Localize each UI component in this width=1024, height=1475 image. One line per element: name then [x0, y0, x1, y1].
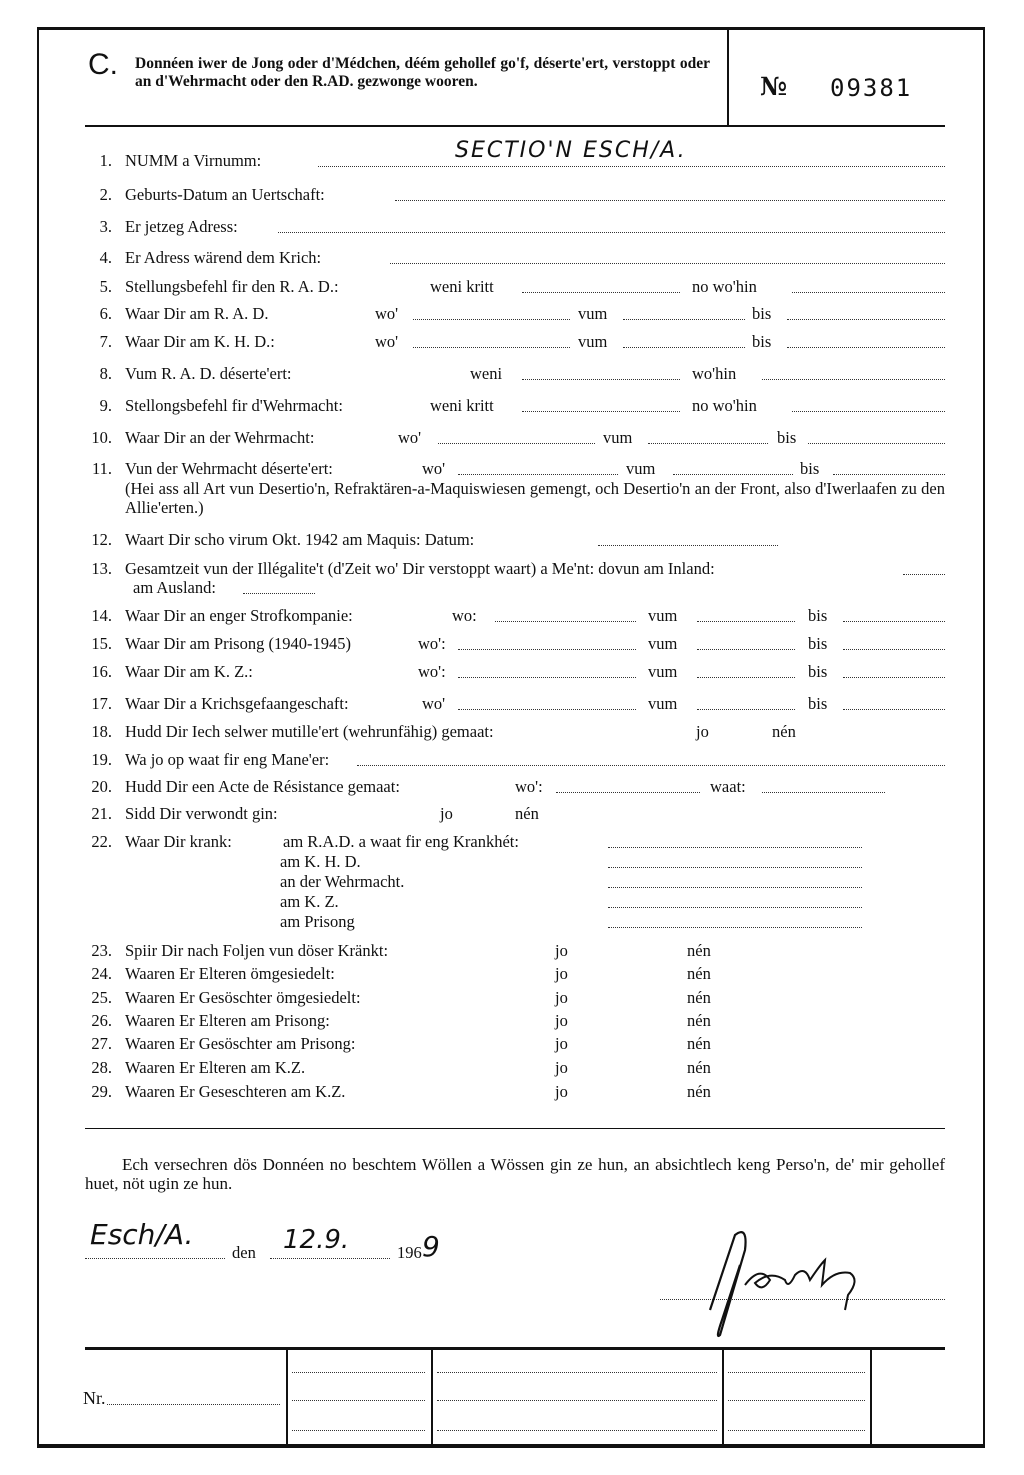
- item-number: 12.: [91, 530, 112, 549]
- item-input-field[interactable]: [522, 292, 680, 293]
- item-input-field[interactable]: [458, 474, 618, 475]
- item-field-label: jo: [555, 1082, 568, 1101]
- item-label: Er Adress wärend dem Krich:: [125, 248, 322, 267]
- declaration-text: Ech versechren dös Donnéen no beschtem Wöllen a Wössen gin ze hun, an absichtlech keng Perso'n, de' mir gehollef huet, nöt ugin ze hun.: [85, 1155, 945, 1193]
- item-field-label: vum: [648, 606, 678, 625]
- item-number: 25.: [91, 988, 112, 1007]
- handwritten-place: Esch/A.: [90, 1218, 194, 1251]
- item-field-label: am Ausland:: [133, 578, 216, 597]
- item-number: 13.: [91, 559, 112, 578]
- item-input-field[interactable]: [843, 709, 945, 710]
- item-field-label: wo': [422, 694, 446, 713]
- item-field-label: jo: [555, 1058, 568, 1077]
- item-field-label: bis: [777, 428, 797, 447]
- item-field-label: nén: [772, 722, 796, 741]
- item-input-field[interactable]: [623, 347, 745, 348]
- item-input-field[interactable]: [762, 792, 885, 793]
- item-field-label: nén: [687, 1034, 711, 1053]
- item-input-field[interactable]: [495, 621, 636, 622]
- table-col-divider: [286, 1349, 288, 1445]
- handwritten-name: SECTIO'N ESCH/A.: [455, 138, 687, 163]
- handwritten-date: 12.9.: [283, 1225, 350, 1255]
- item-label: Stellongsbefehl fir d'Wehrmacht:: [125, 396, 343, 415]
- item-label: NUMM a Virnumm:: [125, 151, 262, 170]
- item-input-field[interactable]: [598, 545, 778, 546]
- item-field-label: wo': [398, 428, 422, 447]
- item-input-field[interactable]: [623, 319, 745, 320]
- item-field-label: nén: [687, 988, 711, 1007]
- item-field-label: wo'hin: [692, 364, 737, 383]
- item-input-field[interactable]: [556, 792, 700, 793]
- item-label: Spiir Dir nach Foljen vun döser Kränkt:: [125, 941, 389, 960]
- item-label: Waar Dir krank:: [125, 832, 232, 851]
- item-number: 29.: [91, 1082, 112, 1101]
- item-number: 3.: [99, 217, 112, 236]
- item-field-label: wo': [422, 459, 446, 478]
- item-field-label: am K. Z.: [280, 892, 339, 911]
- item-field-label: vum: [626, 459, 656, 478]
- item-input-field[interactable]: [522, 379, 680, 380]
- item-field-label: no wo'hin: [692, 277, 757, 296]
- right-border: [983, 27, 985, 1447]
- table-cell-field[interactable]: [728, 1430, 865, 1431]
- item-number: 27.: [91, 1034, 112, 1053]
- date-field[interactable]: [270, 1258, 390, 1259]
- item-field-label: jo: [696, 722, 709, 741]
- item-input-field[interactable]: [792, 292, 945, 293]
- item-field-label: nén: [687, 941, 711, 960]
- item-field-label: wo':: [418, 634, 446, 653]
- item-input-field[interactable]: [357, 765, 945, 766]
- item-input-field[interactable]: [390, 263, 945, 264]
- item-field-label: bis: [808, 634, 828, 653]
- table-cell-field[interactable]: [292, 1430, 425, 1431]
- item-number: 28.: [91, 1058, 112, 1077]
- item-input-field[interactable]: [413, 319, 570, 320]
- item-field-label: bis: [808, 606, 828, 625]
- item-number: 18.: [91, 722, 112, 741]
- item-input-field[interactable]: [243, 593, 315, 594]
- item-label: Waar Dir am Prisong (1940-1945): [125, 634, 351, 653]
- item-field-label: bis: [752, 332, 772, 351]
- item-input-field[interactable]: [697, 677, 795, 678]
- item-number: 24.: [91, 964, 112, 983]
- item-input-field[interactable]: [787, 347, 945, 348]
- item-field-label: no wo'hin: [692, 396, 757, 415]
- item-input-field[interactable]: [843, 649, 945, 650]
- item-field-label: wo':: [418, 662, 446, 681]
- item-number: 8.: [99, 364, 112, 383]
- item-field-label: nén: [687, 1082, 711, 1101]
- item-label: Waart Dir scho virum Okt. 1942 am Maquis: Datum:: [125, 530, 475, 549]
- item-field-label: wo': [375, 304, 399, 323]
- item-input-field[interactable]: [318, 166, 945, 167]
- item-input-field[interactable]: [697, 709, 795, 710]
- item-number: 19.: [91, 750, 112, 769]
- table-col-divider: [722, 1349, 724, 1445]
- item-input-field[interactable]: [673, 474, 793, 475]
- item-field-label: jo: [555, 964, 568, 983]
- item-number: 9.: [99, 396, 112, 415]
- item-label: Vun der Wehrmacht déserte'ert:: [125, 459, 333, 478]
- item-input-field[interactable]: [843, 621, 945, 622]
- item-label: Geburts-Datum an Uertschaft:: [125, 185, 325, 204]
- item-input-field[interactable]: [697, 649, 795, 650]
- table-cell-field[interactable]: [292, 1400, 425, 1401]
- item-input-field[interactable]: [608, 907, 862, 908]
- item-number: 14.: [91, 606, 112, 625]
- table-cell-field[interactable]: [437, 1430, 717, 1431]
- year-prefix: 196: [397, 1243, 422, 1262]
- item-input-field[interactable]: [648, 443, 768, 444]
- item-field-label: wo:: [452, 606, 477, 625]
- table-cell-field[interactable]: [292, 1372, 425, 1373]
- item-label: Waaren Er Elteren ömgesiedelt:: [125, 964, 335, 983]
- item-input-field[interactable]: [833, 474, 945, 475]
- item-field-label: weni kritt: [430, 396, 494, 415]
- item-input-field[interactable]: [608, 867, 862, 868]
- item-field-label: nén: [687, 964, 711, 983]
- item-label: Waar Dir am K. H. D.:: [125, 332, 275, 351]
- table-cell-field[interactable]: [728, 1400, 865, 1401]
- item-label: Waar Dir am K. Z.:: [125, 662, 253, 681]
- item-number: 1.: [99, 151, 112, 170]
- form-title: Donnéen iwer de Jong oder d'Médchen, déém gehollef go'f, déserte'ert, verstoppt oder an d'Wehrmacht oder den R.AD. gezwonge wooren.: [135, 55, 710, 90]
- item-field-label: jo: [555, 1011, 568, 1030]
- item-field-label: vum: [648, 634, 678, 653]
- section-letter: C.: [88, 48, 118, 81]
- item-field-label: vum: [648, 662, 678, 681]
- table-cell-field[interactable]: [437, 1372, 717, 1373]
- item-input-field[interactable]: [903, 574, 945, 575]
- item-label: Waar Dir an enger Strofkompanie:: [125, 606, 353, 625]
- item-field-label: weni kritt: [430, 277, 494, 296]
- form-number: 09381: [830, 74, 913, 102]
- table-cell-field[interactable]: [728, 1372, 865, 1373]
- header-divider-horizontal: [85, 125, 945, 127]
- item-field-label: wo': [375, 332, 399, 351]
- item-input-field[interactable]: [458, 677, 636, 678]
- item-label: Waaren Er Gesöschter am Prisong:: [125, 1034, 356, 1053]
- item-label: Waar Dir a Krichsgefaangeschaft:: [125, 694, 349, 713]
- item-number: 6.: [99, 304, 112, 323]
- item-label: Waar Dir an der Wehrmacht:: [125, 428, 315, 447]
- item-field-label: nén: [515, 804, 539, 823]
- item-input-field[interactable]: [278, 232, 945, 233]
- item-field-label: an der Wehrmacht.: [280, 872, 405, 891]
- item-input-field[interactable]: [413, 347, 570, 348]
- item-label: Vum R. A. D. déserte'ert:: [125, 364, 292, 383]
- item-label: Sidd Dir verwondt gin:: [125, 804, 278, 823]
- item-field-label: vum: [648, 694, 678, 713]
- item-field-label: vum: [578, 304, 608, 323]
- item-field-label: nén: [687, 1058, 711, 1077]
- nr-label: Nr.: [83, 1388, 106, 1408]
- den-label: den: [232, 1243, 256, 1262]
- item-label: Er jetzeg Adress:: [125, 217, 238, 236]
- item-input-field[interactable]: [787, 319, 945, 320]
- place-field[interactable]: [85, 1258, 225, 1259]
- item-input-field[interactable]: [522, 411, 680, 412]
- item-field-label: am Prisong: [280, 912, 355, 931]
- section-divider: [85, 1128, 945, 1129]
- item-field-label: bis: [752, 304, 772, 323]
- item-input-field[interactable]: [843, 677, 945, 678]
- item-input-field[interactable]: [808, 443, 945, 444]
- item-number: 23.: [91, 941, 112, 960]
- item-field-label: vum: [578, 332, 608, 351]
- item-number: 2.: [99, 185, 112, 204]
- item-input-field[interactable]: [438, 443, 595, 444]
- desertion-note: (Hei ass all Art vun Desertio'n, Refraktären-a-Maquiswiesen gemengt, och Desertio'n an der Front, also d'Iwerlaafen zu den Allie'erten.): [125, 479, 945, 517]
- header-divider-vertical: [727, 30, 729, 126]
- item-number: 20.: [91, 777, 112, 796]
- item-input-field[interactable]: [608, 887, 862, 888]
- item-number: 7.: [99, 332, 112, 351]
- signature-image: [700, 1225, 890, 1340]
- item-input-field[interactable]: [792, 411, 945, 412]
- item-label: Waaren Er Geseschteren am K.Z.: [125, 1082, 346, 1101]
- item-field-label: am K. H. D.: [280, 852, 361, 871]
- item-field-label: jo: [555, 941, 568, 960]
- item-field-label: am R.A.D. a waat fir eng Krankhét:: [283, 832, 519, 851]
- item-label: Hudd Dir een Acte de Résistance gemaat:: [125, 777, 400, 796]
- handwritten-year-digit: 9: [422, 1230, 440, 1263]
- item-input-field[interactable]: [697, 621, 795, 622]
- item-number: 15.: [91, 634, 112, 653]
- item-label: Wa jo op waat fir eng Mane'er:: [125, 750, 330, 769]
- item-number: 11.: [91, 459, 112, 478]
- table-col-divider: [870, 1349, 872, 1445]
- item-number: 4.: [99, 248, 112, 267]
- number-symbol: №: [760, 72, 788, 101]
- item-input-field[interactable]: [458, 649, 636, 650]
- nr-field[interactable]: [107, 1404, 280, 1405]
- item-label: Waaren Er Elteren am K.Z.: [125, 1058, 306, 1077]
- item-input-field[interactable]: [762, 379, 945, 380]
- table-top-line: [85, 1347, 945, 1350]
- table-col-divider: [431, 1349, 433, 1445]
- item-field-label: jo: [555, 988, 568, 1007]
- item-number: 22.: [91, 832, 112, 851]
- top-border: [37, 27, 985, 30]
- bottom-border: [37, 1444, 985, 1448]
- item-input-field[interactable]: [608, 847, 862, 848]
- item-label: Waar Dir am R. A. D.: [125, 304, 269, 323]
- item-number: 17.: [91, 694, 112, 713]
- item-label: Waaren Er Gesöschter ömgesiedelt:: [125, 988, 361, 1007]
- item-field-label: bis: [800, 459, 820, 478]
- table-cell-field[interactable]: [437, 1400, 717, 1401]
- item-label: Gesamtzeit vun der Illégalite't (d'Zeit wo' Dir verstoppt waart) a Me'nt: dovun am Inland:: [125, 559, 715, 578]
- item-field-label: bis: [808, 662, 828, 681]
- item-field-label: waat:: [710, 777, 746, 796]
- item-number: 26.: [91, 1011, 112, 1030]
- item-field-label: jo: [555, 1034, 568, 1053]
- item-number: 10.: [91, 428, 112, 447]
- item-field-label: nén: [687, 1011, 711, 1030]
- item-number: 5.: [99, 277, 112, 296]
- item-field-label: wo':: [515, 777, 543, 796]
- left-border: [37, 27, 39, 1447]
- item-field-label: vum: [603, 428, 633, 447]
- item-field-label: weni: [470, 364, 503, 383]
- item-label: Stellungsbefehl fir den R. A. D.:: [125, 277, 339, 296]
- item-label: Hudd Dir Iech selwer mutille'ert (wehrunfähig) gemaat:: [125, 722, 494, 741]
- item-input-field[interactable]: [608, 927, 862, 928]
- item-field-label: bis: [808, 694, 828, 713]
- item-number: 16.: [91, 662, 112, 681]
- item-input-field[interactable]: [458, 709, 636, 710]
- item-field-label: jo: [440, 804, 453, 823]
- item-number: 21.: [91, 804, 112, 823]
- item-label: Waaren Er Elteren am Prisong:: [125, 1011, 330, 1030]
- item-input-field[interactable]: [395, 200, 945, 201]
